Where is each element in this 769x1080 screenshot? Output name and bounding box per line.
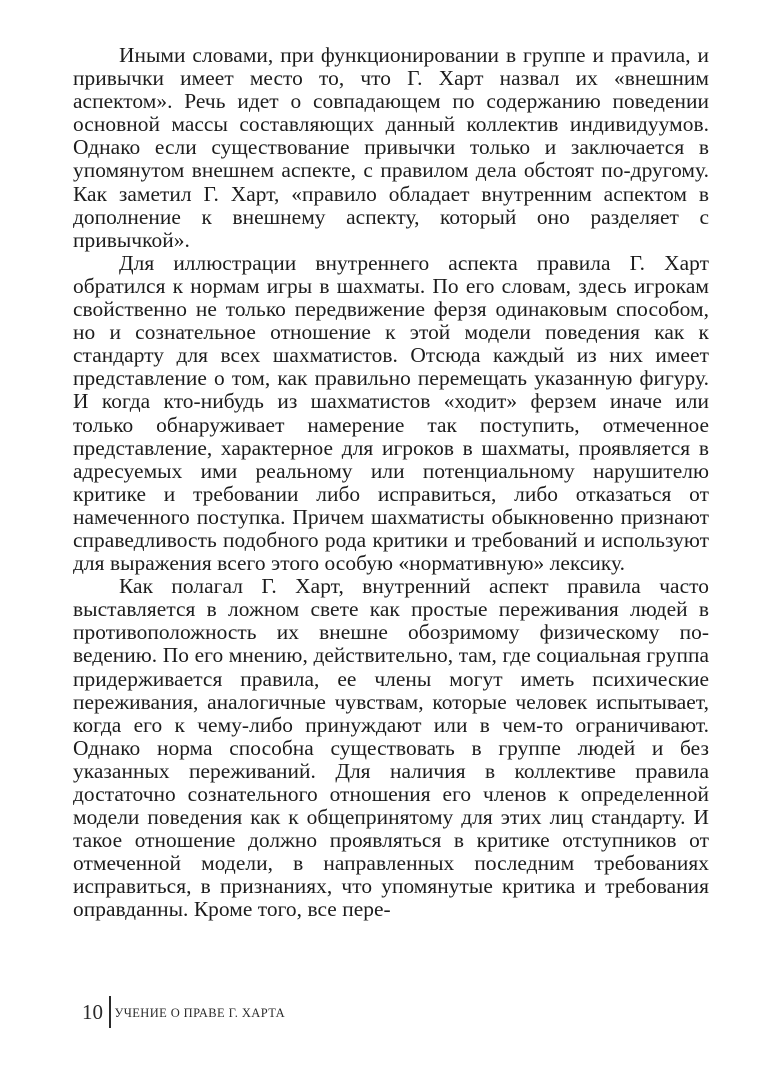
paragraph: Иными словами, при функционировании в группе и праvила, и привычки имеет место то, что Г. Харт назвал их «внешним аспектом». Речь идет о совпадающем по содержанию поведении основной массы составляющих данный коллектив индивидуумов. Однако если существование привычки только и заключается в упомянутом внешнем аспекте, с правилом дела обстоят по-другому. Как заметил Г. Харт, «правило обладает внутренним аспектом в дополнение к внешнему аспекту, который оно разделяет с привычкой». [73,43,709,252]
page-footer [78,997,478,1027]
footer-divider [109,996,111,1028]
paragraph: Как полагал Г. Харт, внутренний аспект правила часто выставляется в ложном свете как простые переживания людей в противоположность их внешне обозримому физическому поведению. По его мнению, действительно, там, где социальная группа придерживается правила, ее члены могут иметь психические переживания, аналогичные чувствам, которые человек испытывает, когда его к чему-либо принуждают или в чем-то ограничивают. Однако норма способна существовать в группе людей и без указанных переживаний. Для наличия в коллективе правила достаточно сознательного отношения его членов к определенной модели поведения как к общепринятому для этих лиц стандарту. И такое отношение должно проявляться в критике отступников от отмеченной модели, в направленных последним требованиях исправиться, в признаниях, что упомянутые критика и требования оправданны. Кроме того, все пере- [73,574,709,922]
running-head: УЧЕНИЕ О ПРАВЕ Г. ХАРТА [114,1005,286,1020]
body-text [73,44,709,922]
page-number: 10 [82,999,103,1024]
paragraph: Для иллюстрации внутреннего аспекта правила Г. Харт обратился к нормам игры в шахматы. По его словам, здесь игрокам свойственно не только передвижение ферзя одинаковым способом, но и сознательное отношение к этой модели поведения как к стандарту для всех шахматистов. Отсюда каждый из них имеет представление о том, как правильно перемещать указанную фигуру. И когда кто-нибудь из шахматистов «ходит» ферзем иначе или только обнаруживает намерение так поступить, отмеченное представление, характерное для игроков в шахматы, проявляется в адресуемых ими реальному или потенциальному нарушителю критике и требовании либо исправиться, либо отказаться от намеченного поступка. Причем шахматисты обыкновенно признают справедливость подобного рода критики и требований и используют для выражения всего этого особую «нормативную» лексику. [73,250,709,576]
